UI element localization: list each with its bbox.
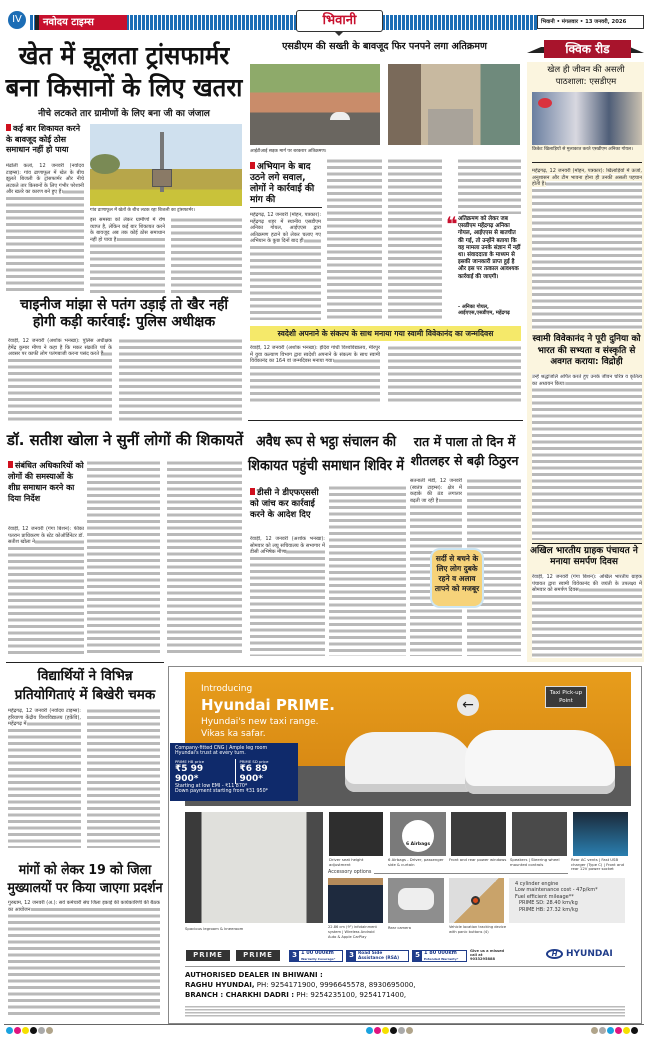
bhatta-body-col2 (329, 485, 406, 656)
color-dots (366, 1027, 413, 1034)
airbags-icon: 6 Airbags (402, 820, 434, 852)
ad-spec-box (509, 878, 625, 923)
divider (6, 662, 164, 663)
feature-airbags-photo (390, 812, 446, 856)
sdm-subhead (250, 162, 322, 206)
color-dots (6, 1027, 53, 1034)
feature-ac-photo (573, 812, 628, 856)
prime-logo: PRIME (236, 950, 280, 961)
missed-call-text: Give us a missed call at 9033295888 (470, 949, 505, 962)
transformer-graphic (152, 169, 172, 187)
badge-text: Road Side Assistance (RSA) (358, 951, 400, 961)
ad-fine-print (185, 1005, 625, 1017)
feature-seat-photo (329, 812, 383, 856)
badge-text: 1 80 000km (424, 950, 457, 956)
sdm-body-col1 (250, 212, 321, 320)
sdm-photo-caption: आईटीआई सड़क मार्ग पर बरकरार अतिक्रमण। (250, 149, 327, 154)
feature-windows-photo (451, 812, 506, 856)
sdm-quote-box (446, 212, 522, 319)
badge-text: 1 00 000km (301, 950, 334, 956)
ad-tagline-2: Vikas ka safar. (201, 729, 266, 739)
panic-button-icon (471, 896, 480, 905)
accessory-tracker-photo (449, 878, 504, 923)
extended-warranty-badge (412, 950, 467, 962)
badge-sub: Warranty Coverage* (301, 956, 336, 961)
feature-caption: Speakers | Steering wheel mounted controls (510, 857, 560, 867)
divider (532, 162, 642, 163)
bullet-text: संबंधित अधिकारियों को लोगों की समस्याओं के शीघ्र समाधान करने का दिया निर्देश (8, 461, 84, 503)
car-hatchback (345, 732, 475, 792)
akhil-body (532, 574, 642, 658)
body-text: रेवाड़ी, 12 जनवरी (अशोक भनखा): इंदिरा गांधी विश्वविद्यालय, मीरपुर में युवा कल्याण विभाग द्वारा स्वदेशी अपनाने के संकल्प के साथ स्वामी विवेकानंद का 164 वां जन्मदिवस मनाया गया। (250, 345, 380, 364)
accessory-caption: Vehicle location tracking device with panic buttons (4) (449, 925, 507, 934)
encroachment-photo-2 (388, 64, 520, 145)
quick-photo-caption: क्रिकेट खिलाड़ियों से मुलाकात करते एसडीएम अनिका गोयल। (532, 147, 633, 152)
bullet-text: डीसी ने डीएफएससी को जांच कर कार्रवाई करने के आदेश दिए (250, 488, 319, 520)
dealer-heading: AUTHORISED DEALER IN BHIWANI : (185, 971, 323, 979)
body-text: सतनाली मंडी, 12 जनवरी (स्वतंत्र टाइम्स): क्षेत्र में कड़ाके की ठंड लगातार बढ़ती जा रही है। (410, 478, 462, 504)
feature-caption: Front and rear power windows (449, 857, 507, 862)
accessory-camera-photo (388, 878, 444, 923)
swami-body (532, 374, 642, 540)
page-bottom-rule (4, 1024, 644, 1025)
ad-intro: Introducing (201, 684, 253, 694)
main-photo-caption: गांव ढाणाफूल में खेतों के बीच लटक रहा बिजली का ट्रांसफार्मर। (90, 208, 195, 213)
warranty-badge (289, 950, 343, 962)
body-text: रेवाड़ी, 12 जनवरी (गंगा बिशन): फीका पतरान प्राधिकरण के स्टेट कोऑर्डिनेटर डॉ. सतीश खोला ने (8, 526, 84, 545)
body-text: रेवाड़ी, 12 जनवरी (अशोक भनखा): सोमवार को लघु सचिवालय के सभागार में डीसी अभिषेक मीणा (250, 536, 325, 555)
dealer-phone: PH: 9254171900, 9996645578, 8930695000, (254, 981, 416, 989)
sdm-body-col4 (458, 158, 521, 214)
feature-legroom-photo (185, 812, 323, 923)
hb-price: ₹5 99 900* (175, 764, 204, 784)
accessory-infotainment-photo (328, 878, 383, 923)
manjha-headline-line1: चाइनीज मांझा से पतंग उड़ाई तो खैर नहीं (19, 297, 229, 313)
main-body-col3 (171, 217, 242, 293)
accessory-title: Accessory options (328, 870, 374, 876)
sdm-headline: एसडीएम की सख्ती के बावजूद फिर पनपने लगा अतिक्रमण (282, 41, 487, 52)
satish-headline: डॉ. सतीश खोला ने सुनीं लोगों की शिकायतें (6, 431, 244, 449)
registration-marks (6, 1027, 646, 1035)
trees-graphic (90, 154, 120, 174)
ad-down-payment: Down payment starting from ₹31 950* (175, 789, 269, 794)
spec-item: PRIME SD: 28.40 km/kg (519, 900, 578, 907)
students-body-col2 (87, 708, 160, 848)
dealer-info (185, 970, 625, 1000)
branch-name: BRANCH : CHARKHI DADRI : (185, 991, 295, 999)
swadeshi-body-col2 (388, 345, 521, 405)
satish-bullet (8, 460, 84, 504)
page-number: IV (12, 14, 22, 25)
body-text: गुरुग्राम, 12 जनवरी (अ.): सर्व कर्मचारी संघ जिला इकाई की कार्यकारिणी की बैठक का आयोजन (8, 900, 160, 913)
quote-text: अतिक्रमण को लेकर जब एसडीएम महेंद्रगढ़ अनिका गोयल, आईएएस से बातचीत की गई, तो उन्होंने बताया कि वह मामला उनके संज्ञान में नहीं था। संवाददाता के माध्यम से इसकी जानकारी प्राप्त हुई है और इस पर तत्काल आवश्यक कार्रवाई की जाएगी। (458, 216, 521, 280)
body-text: महेंद्रगढ़, 12 जनवरी (मोहन, पत्रकार): महेंद्रगढ़ शहर में स्थानीय एसडीएम अनिका गोयल, आईएएस द्वारा अतिक्रमण हटाने को लेकर चलाए गए अभियान के कुछ दिनों बाद ही (250, 212, 321, 244)
feature-caption: Rear AC vents | Fast USB charger (Type C) | Front and rear 12V power socket (571, 857, 625, 872)
body-text: उन्हें श्रद्धांजलि अर्पित करते हुए उनके जीवन चरित्र व कृतित्व का अध्ययन किया। (532, 374, 642, 387)
main-headline-line1: खेत में झूलता ट्रांसफार्मर (18, 41, 230, 70)
bullet-marker-icon (6, 124, 11, 131)
manjha-headline (6, 297, 242, 331)
demands-headline: मांगों को लेकर 19 को जिला मुख्यालयों पर किया जाएगा प्रदर्शन (7, 862, 163, 896)
umbrella-graphic (330, 112, 350, 120)
hyundai-wordmark: HYUNDAI (566, 949, 613, 959)
badge-years: 5 (413, 951, 422, 961)
main-headline-line2: बना किसानों के लिए खतरा (5, 73, 243, 102)
body-text: महेंद्रगढ़, 12 जनवरी (नवोदय टाइम्स): हरियाणा केंद्रीय विश्वविद्यालय (हकेंवि), महेंद्रगढ़ में (8, 708, 81, 727)
prime-logo: PRIME (186, 950, 230, 961)
manjha-headline-line2: होगी कड़ी कार्रवाई: पुलिस अधीक्षक (32, 314, 216, 330)
satish-body-col3 (167, 460, 242, 656)
badge-years: 3 (290, 951, 299, 961)
rubble-graphic (428, 109, 473, 145)
hb-price-label: PRIME HB price (175, 759, 205, 764)
badge-years: 3 (347, 951, 356, 961)
quick-body (532, 168, 642, 330)
hyundai-emblem-icon: H (546, 949, 563, 959)
swami-headline: स्वामी विवेकानंद ने पूरी दुनिया को भारत की सभ्यता व संस्कृति से अवगत कराया: विद्रोही (532, 334, 641, 367)
feature-caption: Spacious legroom & kneeroom (185, 926, 244, 931)
spec-item: PRIME HB: 27.32 km/kg (519, 906, 578, 913)
quick-read-label: क्विक रीड (544, 40, 631, 58)
dealer-branch (185, 990, 625, 1000)
akhil-headline: अखिल भारतीय ग्राहक पंचायत ने मनाया समर्पण दिवस (530, 546, 638, 567)
ad-panel-line1: Company-fitted CNG | Ample leg room (175, 746, 268, 751)
students-body-col1 (8, 708, 81, 848)
feature-caption: Driver seat height adjustment (329, 857, 364, 867)
manjha-body-col1 (8, 338, 112, 424)
accessory-caption: Rear camera (388, 926, 411, 930)
section-tab-pointer (334, 31, 344, 36)
accessory-caption: 22.86 cm (9") infotainment system | Wireless Android Auto & Apple CarPlay (328, 925, 377, 939)
main-body-col2 (90, 217, 165, 293)
dealer-bhiwani (185, 980, 625, 990)
spec-item: Fuel efficient mileage** (515, 893, 574, 900)
sd-price-label: PRIME SD price (239, 759, 269, 764)
quote-attribution: - अनिका गोयल, आईएएस,एसडीएम, महेंद्रगढ़ (458, 304, 510, 316)
body-text: महेंद्रगढ़, 12 जनवरी (मोहन, पत्रकार): खिलाड़ियों में ऊर्जा, अनुशासन और टीम भावना होना ही उनकी असली पहचान होती है। (532, 168, 642, 187)
ad-panel-line2: Hyundai's trust at every turn. (175, 751, 246, 756)
satish-body-col1 (8, 526, 84, 656)
bullet-marker-icon (8, 461, 13, 468)
swadeshi-body-col1 (250, 345, 380, 405)
satish-body-col2 (87, 460, 160, 656)
cold-callout: सर्दी से बचने के लिए लोग दुबके रहने व अलाव तापने को मजबूर (430, 548, 484, 608)
bhatta-body-col1 (250, 536, 325, 656)
section-tab: भिवानी (296, 10, 383, 32)
back-arrow-icon: ← (457, 694, 479, 716)
divider (248, 420, 523, 421)
ad-price-panel (170, 743, 298, 801)
taxi-sign: Taxi Pick-up Point (545, 686, 587, 708)
feature-caption: 6 Airbags - Driver, passenger side & curtain (388, 857, 444, 867)
badge-sub: Extended Warranty* (424, 956, 459, 961)
manjha-body-col2 (119, 338, 242, 424)
divider (532, 543, 642, 544)
students-headline: विद्यार्थियों ने विभिन्न प्रतियोगिताएं में बिखेरी चमक (14, 668, 156, 703)
ad-product-name: Hyundai PRIME. (201, 696, 335, 714)
main-subheadline: नीचे लटकते तार ग्रामीणों के लिए बना जी का जंजाल (38, 109, 210, 119)
body-text: रेवाड़ी, 12 जनवरी (अशोक भनखा): पुलिस अधीक्षक हेमेंद्र कुमार मीणा ने कहा है कि मकर संक्रांति पर्व के अवसर पर काफी लोग पतंगबाजी करना पसंद करते हैं (8, 338, 112, 357)
ad-emi: Starting at low EMI - ₹11 870* (175, 784, 248, 789)
bhatta-headline: अवैध रूप से भट्ठा संचालन की शिकायत पहुंची समाधान शिविर में (248, 434, 404, 474)
feature-steering-photo (512, 812, 567, 856)
body-text: इस समस्या को लेकर ग्रामीणों में रोष व्याप्त है, लेकिन कई बार शिकायत करने के बावजूद अब तक कोई ठोस समाधान नहीं हो पाया है। (90, 217, 165, 243)
sdm-body-col2 (327, 158, 382, 320)
ad-prices (175, 759, 293, 784)
ad-tagline: Hyundai's new taxi range. (201, 717, 319, 727)
masthead-logo: नवोदय टाइम्स (35, 15, 127, 30)
page-number-badge (8, 11, 26, 29)
cricket-players-photo (532, 92, 642, 145)
quick-headline: खेल ही जीवन की असली पाठशाला: एसडीएम (547, 65, 625, 87)
main-body-col1 (6, 163, 84, 293)
demands-body (8, 900, 160, 1016)
body-text: मंढोली कलां, 12 जनवरी (नवोदय टाइम्स): गांव ढाणाफूल में खेत के बीच झूलते बिजली के ट्रांसफार्मर और नीचे लटकते तार किसानों के लिए गंभीर परेशानी और खतरे का कारण बने हुए हैं। (6, 163, 84, 195)
car-rear-graphic (398, 888, 434, 910)
divider (185, 966, 625, 967)
car-sedan (465, 730, 615, 794)
sd-price: ₹6 89 900* (239, 764, 268, 784)
bullet-text: अभियान के बाद उठने लगे सवाल, लोगों ने कार्रवाई की मांग की (250, 162, 315, 205)
main-bullet (6, 124, 84, 156)
bullet-marker-icon (250, 162, 255, 169)
body-text: रेवाड़ी, 12 जनवरी (गंगा बिशन): अखिल भारतीय ग्राहक पंचायत द्वारा स्वामी विवेकानंद की जयंती के उपलक्ष्य में सोमवार को समर्पण दिवस (532, 574, 642, 593)
divider (250, 207, 322, 208)
sdm-body-col3 (388, 158, 442, 320)
branch-phone: PH: 9254235100, 9254171400, (294, 991, 407, 999)
turban-graphic (538, 98, 552, 108)
encroachment-photo-1 (250, 64, 380, 145)
bullet-text: कई बार शिकायत करने के बावजूद कोई ठोस समाधान नहीं हो पाया (6, 124, 81, 154)
main-headline (4, 40, 244, 104)
date-box: भिवानी • मंगलवार • 13 जनवरी, 2026 (537, 15, 644, 29)
color-dots (591, 1027, 638, 1034)
quote-icon: ❝ (446, 212, 458, 236)
bhatta-bullet (250, 488, 326, 521)
dealer-name: RAGHU HYUNDAI, (185, 981, 255, 989)
swadeshi-headline: स्वदेशी अपनाने के संकल्प के साथ मनाया गया स्वामी विवेकानंद का जन्मदिवस (250, 326, 521, 341)
bullet-marker-icon (250, 488, 255, 495)
hyundai-logo (546, 949, 613, 959)
transformer-photo (90, 124, 242, 206)
cold-headline: रात में पाला तो दिन में शीतलहर से बढ़ी ठिठुरन (410, 434, 519, 468)
spec-item: 4 cylinder engine (515, 881, 559, 887)
spec-item: Low maintenance cost - 47p/km* (515, 887, 598, 894)
rsa-badge (346, 950, 409, 962)
